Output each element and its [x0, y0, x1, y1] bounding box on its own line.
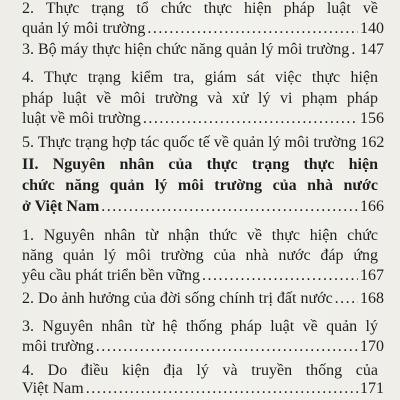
toc-entry-text: 1. Nguyên nhân từ nhận thức về thực hiện chức — [22, 227, 378, 244]
dot-leader — [96, 337, 358, 357]
toc-entry-text: yêu cầu phát triển bền vững — [22, 267, 200, 284]
toc-entry-text: Việt Nam — [22, 380, 84, 397]
dot-leader — [351, 40, 358, 60]
toc-entry-text: môi trường — [22, 338, 94, 355]
toc-entry-text: pháp luật về môi trường và xử lý vi phạm pháp — [22, 90, 378, 107]
dot-leader — [335, 289, 358, 309]
toc-entry-last-line — [22, 289, 384, 309]
toc-entry-text: ở Việt Nam — [22, 198, 100, 215]
toc-entry-text: 3. Bộ máy thực hiện chức năng quản lý môi trường — [22, 41, 350, 58]
toc-entry-last-line — [22, 379, 384, 399]
toc-entry-text: luật về môi trường — [22, 110, 141, 127]
toc-page-number: 170 — [360, 338, 384, 355]
toc-page-number: 147 — [360, 41, 384, 58]
toc-entry-last-line — [22, 266, 384, 286]
toc-entry-last-line — [22, 197, 384, 217]
toc-entry-last-line — [22, 337, 384, 357]
toc-entry-text: năng quản lý môi trường của nhà nước đáp ứng — [22, 247, 378, 264]
toc-entry-text: 2. Do ảnh hưởng của đời sống chính trị đất nước — [22, 290, 333, 307]
toc-entry-text: chức năng quản lý môi trường của nhà nước — [22, 177, 378, 194]
toc-entry-text: quản lý môi trường — [22, 20, 146, 37]
toc-entry-last-line — [22, 40, 384, 60]
toc-entry-text: 2. Thực trạng tổ chức thực hiện pháp luật về — [22, 0, 378, 17]
toc-entry-text: II. Nguyên nhân của thực trạng thực hiện — [22, 156, 378, 173]
toc-page-number: 162 — [360, 134, 384, 151]
dot-leader — [143, 109, 358, 129]
toc-entry-text: 4. Thực trạng kiểm tra, giám sát việc thực hiện — [22, 69, 378, 86]
dot-leader — [202, 266, 358, 286]
dot-leader — [86, 379, 358, 399]
toc-entry-text: 4. Do điều kiện địa lý và truyền thống của — [22, 362, 378, 379]
toc-page-number: 156 — [360, 110, 384, 127]
dot-leader — [147, 19, 358, 39]
toc-entry-text: 5. Thực trạng hợp tác quốc tế về quản lý môi trường — [22, 134, 357, 151]
dot-leader — [101, 197, 358, 217]
toc-entry-last-line — [22, 133, 384, 153]
toc-page-number: 171 — [360, 380, 384, 397]
toc-entry-last-line — [22, 109, 384, 129]
toc-page-number: 166 — [360, 198, 384, 215]
toc-page-number: 168 — [360, 290, 384, 307]
toc-entry-text: 3. Nguyên nhân từ hệ thống pháp luật về quản lý — [22, 318, 378, 335]
toc-page-number: 167 — [360, 267, 384, 284]
toc-page-number: 140 — [360, 20, 384, 37]
toc-entry-last-line — [22, 19, 384, 39]
